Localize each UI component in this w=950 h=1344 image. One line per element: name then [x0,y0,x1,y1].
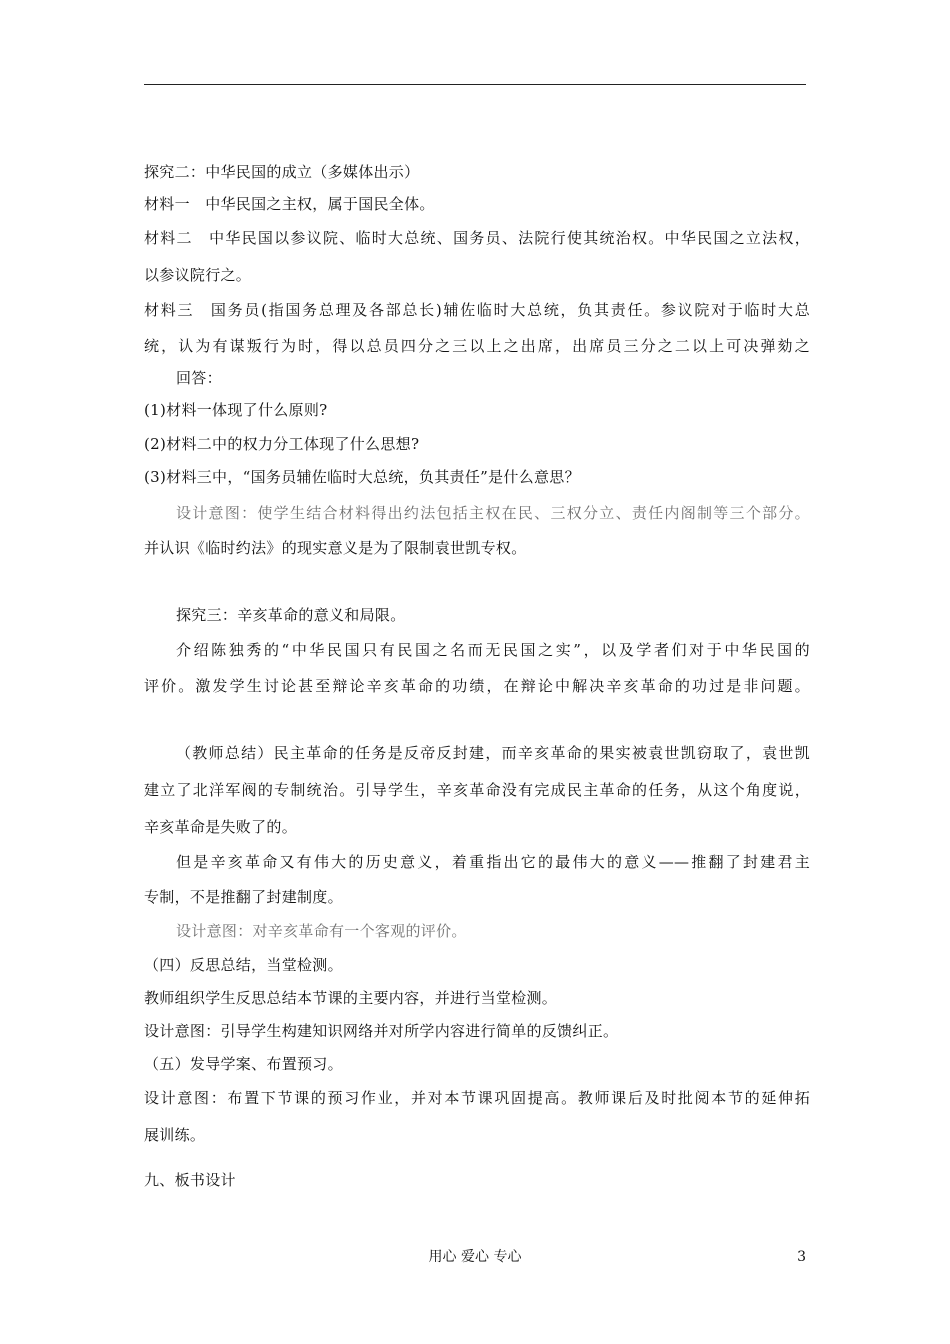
paragraph-line: 但是辛亥革命又有伟大的历史意义，着重指出它的最伟大的意义——推翻了封建君主 [176,853,810,871]
paragraph-line: 展训练。 [144,1126,206,1144]
paragraph-line: 材料二 中华民国以参议院、临时大总统、国务员、法院行使其统治权。中华民国之立法权， [144,229,810,247]
question-line: (2)材料二中的权力分工体现了什么思想? [144,435,420,453]
paragraph-line: 统，认为有谋叛行为时，得以总员四分之三以上之出席，出席员三分之二以上可决弹劾之 [144,337,810,355]
section-heading: （五）发导学案、布置预习。 [144,1055,343,1073]
design-intent-line: 设计意图：对辛亥革命有一个客观的评价。 [176,922,467,940]
question-line: (3)材料三中，“国务员辅佐临时大总统，负其责任”是什么意思？ [144,468,580,486]
paragraph-line: （教师总结）民主革命的任务是反帝反封建，而辛亥革命的果实被袁世凯窃取了，袁世凯 [176,744,810,762]
header-rule [144,84,806,85]
paragraph-line: 并认识《临时约法》的现实意义是为了限制袁世凯专权。 [144,539,527,557]
paragraph-line: 专制，不是推翻了封建制度。 [144,888,343,906]
paragraph-line: 辛亥革命是失败了的。 [144,818,298,836]
question-line: (1)材料一体现了什么原则? [144,401,328,419]
section-heading: 九、板书设计 [144,1171,236,1189]
footer-text: 用心 爱心 专心 [428,1249,522,1265]
section-heading: 探究三：辛亥革命的意义和局限。 [176,606,406,624]
design-intent-line: 设计意图：布置下节课的预习作业，并对本节课巩固提高。教师课后及时批阅本节的延伸拓 [144,1089,810,1107]
paragraph-line: 材料三 国务员(指国务总理及各部总长)辅佐临时大总统，负其责任。参议院对于临时大总 [144,301,810,319]
design-intent-line: 设计意图：使学生结合材料得出约法包括主权在民、三权分立、责任内阁制等三个部分。 [176,504,810,522]
paragraph-line: 教师组织学生反思总结本节课的主要内容，并进行当堂检测。 [144,989,558,1007]
paragraph-line: 评价。激发学生讨论甚至辩论辛亥革命的功绩，在辩论中解决辛亥革命的功过是非问题。 [144,677,810,695]
paragraph-line: 材料一 中华民国之主权，属于国民全体。 [144,195,435,213]
page-number: 3 [797,1249,806,1265]
design-intent-line: 设计意图：引导学生构建知识网络并对所学内容进行简单的反馈纠正。 [144,1022,619,1040]
paragraph-line: 介绍陈独秀的“中华民国只有民国之名而无民国之实”，以及学者们对于中华民国的 [176,641,810,659]
paragraph-line: 建立了北洋军阀的专制统治。引导学生，辛亥革命没有完成民主革命的任务，从这个角度说， [144,781,810,799]
paragraph-line: 以参议院行之。 [144,266,252,284]
section-heading: （四）反思总结，当堂检测。 [144,956,343,974]
paragraph-line: 回答： [176,369,222,387]
section-heading: 探究二：中华民国的成立（多媒体出示） [144,163,420,181]
